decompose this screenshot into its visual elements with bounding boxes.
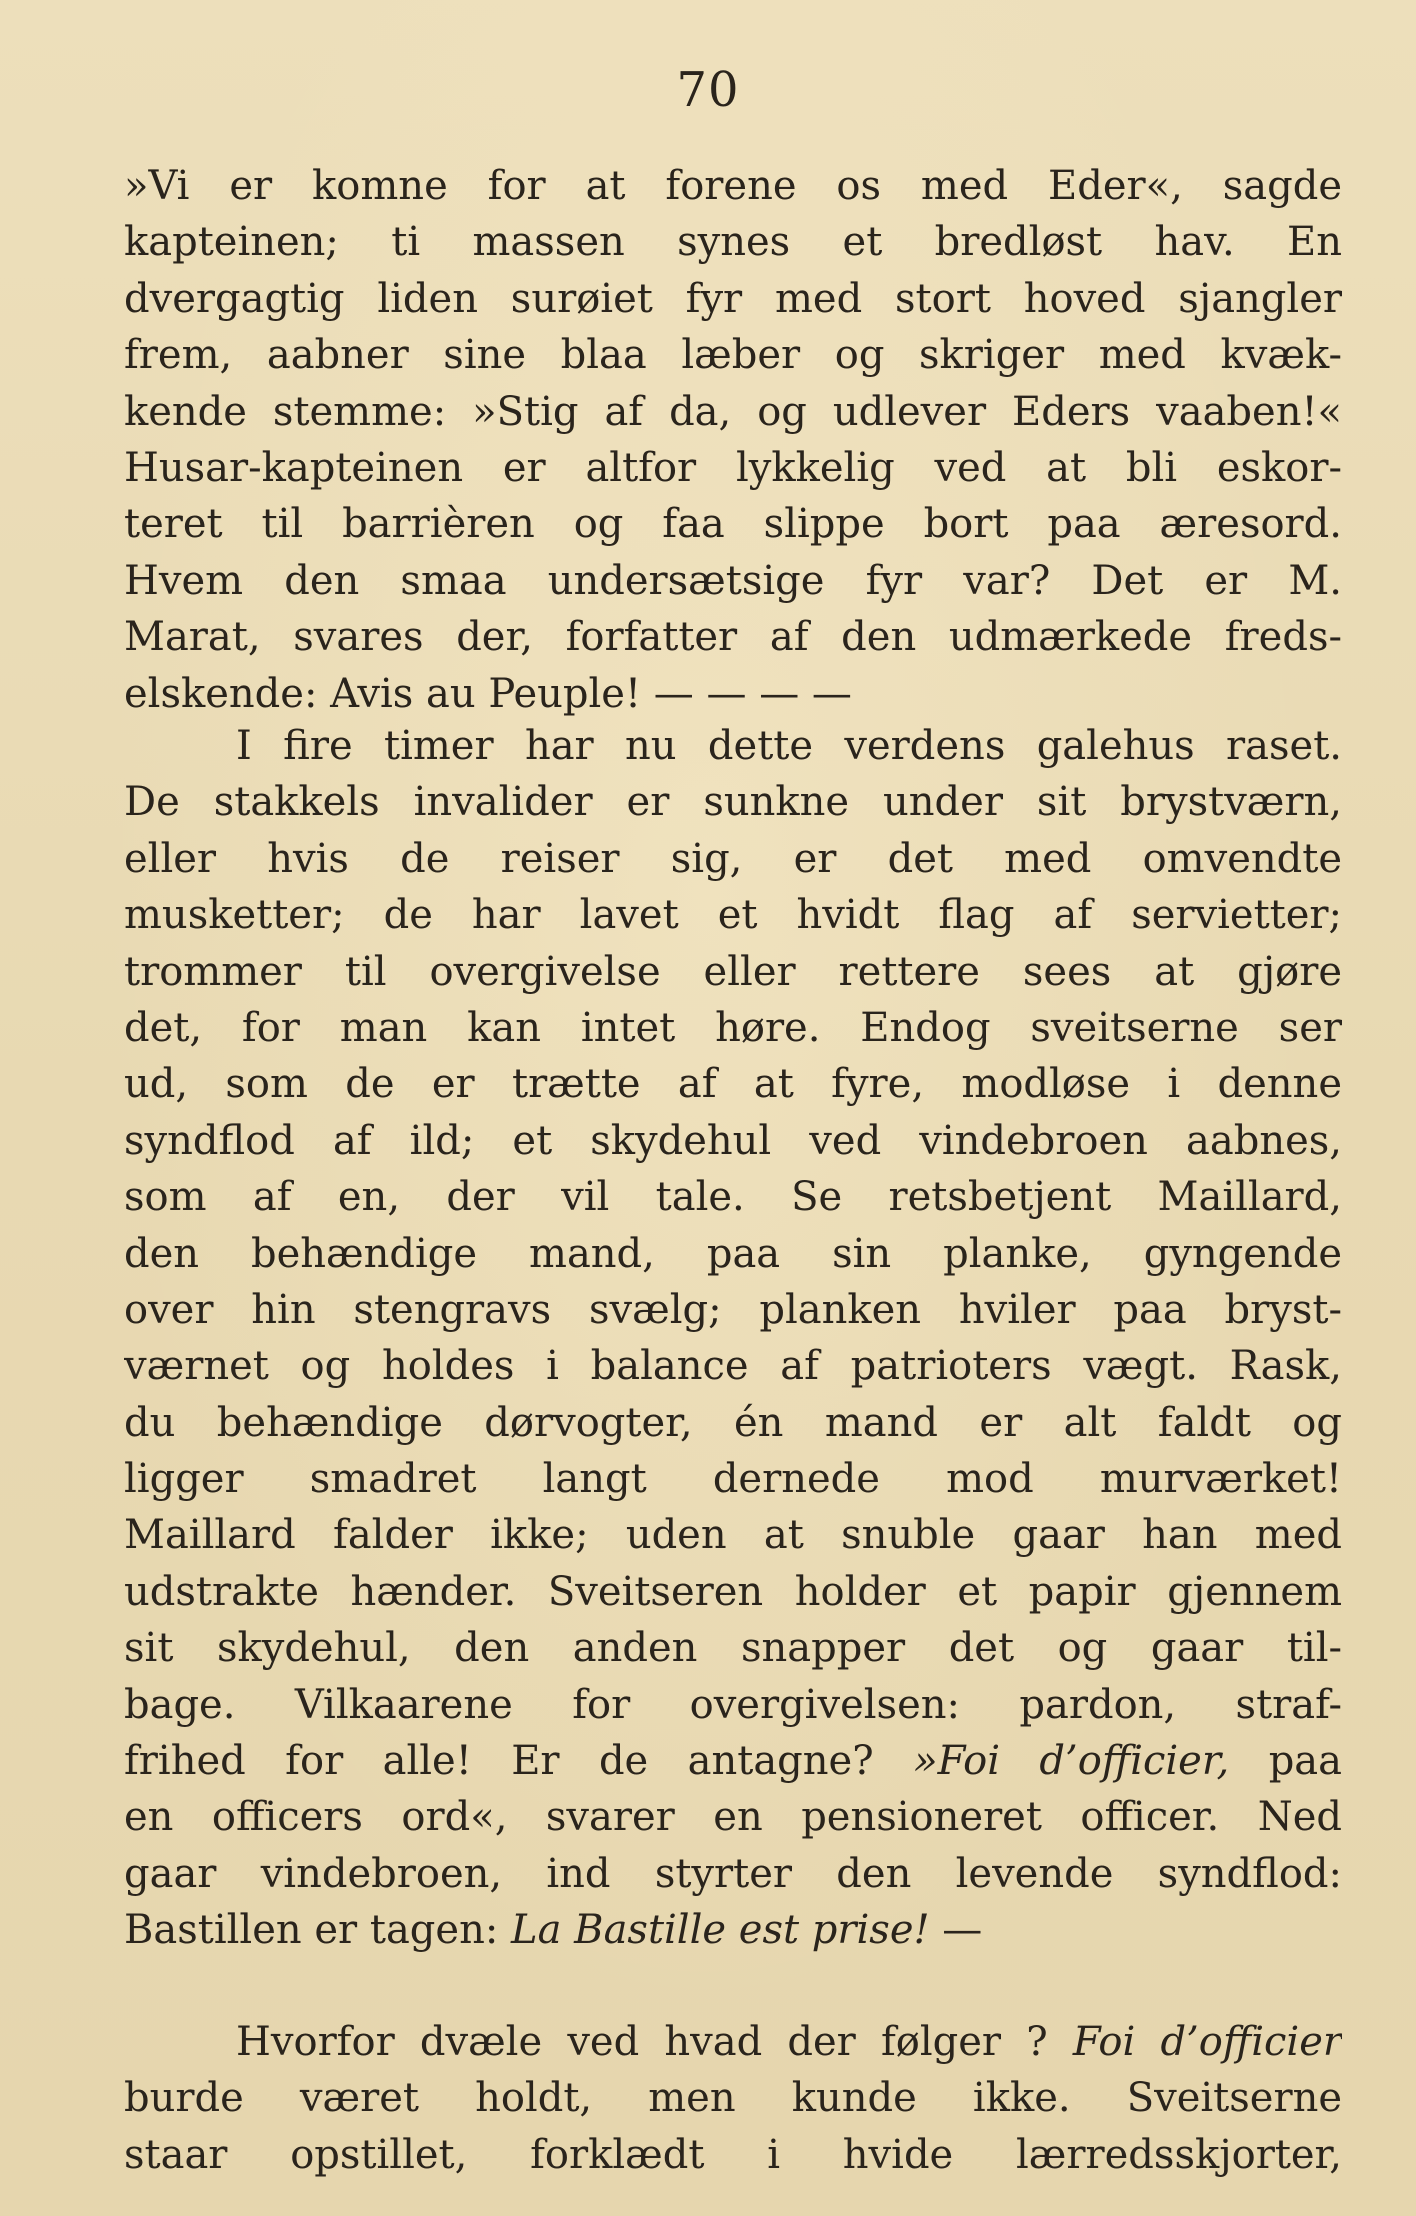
text-line: burde været holdt, men kunde ikke. Sveitserne bbox=[124, 2075, 1342, 2122]
text-line: dvergagtig liden surøiet fyr med stort hoved sjangler bbox=[124, 275, 1342, 322]
text-line: du behændige dørvogter, én mand er alt faldt og bbox=[124, 1399, 1342, 1446]
text-line: teret til barrièren og faa slippe bort paa æresord. bbox=[124, 501, 1342, 548]
text-line bbox=[124, 2014, 1342, 2070]
text-line: kende stemme: »Stig af da, og udlever Eders vaaben!« bbox=[124, 388, 1342, 435]
text-line: Husar-kapteinen er altfor lykkelig ved at bli eskor- bbox=[124, 444, 1342, 491]
text-segment: — bbox=[929, 1907, 983, 1954]
italic-text-segment: La Bastille est prise! bbox=[498, 1907, 930, 1954]
text-line: syndflod af ild; et skydehul ved vindebroen aabnes, bbox=[124, 1117, 1342, 1164]
text-line: ud, som de er trætte af at fyre, modløse i denne bbox=[124, 1061, 1342, 1108]
text-segment: Bastillen er tagen: bbox=[124, 1907, 499, 1954]
text-line: Hvem den smaa undersætsige fyr var? Det er M. bbox=[124, 557, 1342, 604]
text-line: frem, aabner sine blaa læber og skriger med kvæk- bbox=[124, 332, 1342, 379]
text-line: gaar vindebroen, ind styrter den levende syndflod: bbox=[124, 1850, 1342, 1897]
text-line: elskende: Avis au Peuple! — — — — bbox=[124, 670, 852, 717]
text-line: De stakkels invalider er sunkne under sit brystværn, bbox=[124, 779, 1342, 826]
text-line: Maillard falder ikke; uden at snuble gaar han med bbox=[124, 1512, 1342, 1559]
text-line: I fire timer har nu dette verdens galehus raset. bbox=[236, 723, 1342, 769]
text-line: ligger smadret langt dernede mod murværket! bbox=[124, 1456, 1342, 1503]
text-line: bage. Vilkaarene for overgivelsen: pardon, straf- bbox=[124, 1681, 1342, 1728]
text-line: som af en, der vil tale. Se retsbetjent Maillard, bbox=[124, 1174, 1342, 1221]
text-line: musketter; de har lavet et hvidt flag af servietter; bbox=[124, 892, 1342, 939]
text-line: udstrakte hænder. Sveitseren holder et papir gjennem bbox=[124, 1568, 1342, 1615]
text-line: eller hvis de reiser sig, er det med omvendte bbox=[124, 835, 1342, 882]
text-line: sit skydehul, den anden snapper det og gaar til- bbox=[124, 1625, 1342, 1672]
text-line bbox=[124, 1902, 1342, 1958]
text-line: værnet og holdes i balance af patrioters vægt. Rask, bbox=[124, 1343, 1342, 1390]
text-line bbox=[124, 1733, 1342, 1789]
page-number: 70 bbox=[676, 62, 740, 118]
text-segment: frihed for alle! Er de antagne? bbox=[124, 1738, 874, 1785]
paragraph-2 bbox=[124, 718, 1342, 1959]
paragraph-3 bbox=[124, 2014, 1342, 2183]
text-line: Marat, svares der, forfatter af den udmærkede freds- bbox=[124, 614, 1342, 661]
italic-text-segment: Foi d’officier bbox=[1047, 2019, 1342, 2065]
text-line: staar opstillet, forklædt i hvide lærredsskjorter, bbox=[124, 2131, 1342, 2178]
text-line: over hin stengravs svælg; planken hviler paa bryst- bbox=[124, 1286, 1342, 1333]
text-line: den behændige mand, paa sin planke, gyngende bbox=[124, 1230, 1342, 1277]
italic-text-segment: »Foi d’officier, bbox=[873, 1738, 1230, 1785]
text-segment: Hvorfor dvæle ved hvad der følger ? bbox=[236, 2019, 1048, 2065]
text-line: en officers ord«, svarer en pensioneret officer. Ned bbox=[124, 1794, 1342, 1841]
text-line: »Vi er komne for at forene os med Eder«, sagde bbox=[124, 163, 1342, 209]
paragraph-1 bbox=[124, 158, 1342, 722]
text-line: kapteinen; ti massen synes et bredløst hav. En bbox=[124, 219, 1342, 266]
text-line: trommer til overgivelse eller rettere sees at gjøre bbox=[124, 948, 1342, 995]
text-line: det, for man kan intet høre. Endog sveitserne ser bbox=[124, 1004, 1342, 1051]
text-segment: paa bbox=[1229, 1738, 1342, 1785]
